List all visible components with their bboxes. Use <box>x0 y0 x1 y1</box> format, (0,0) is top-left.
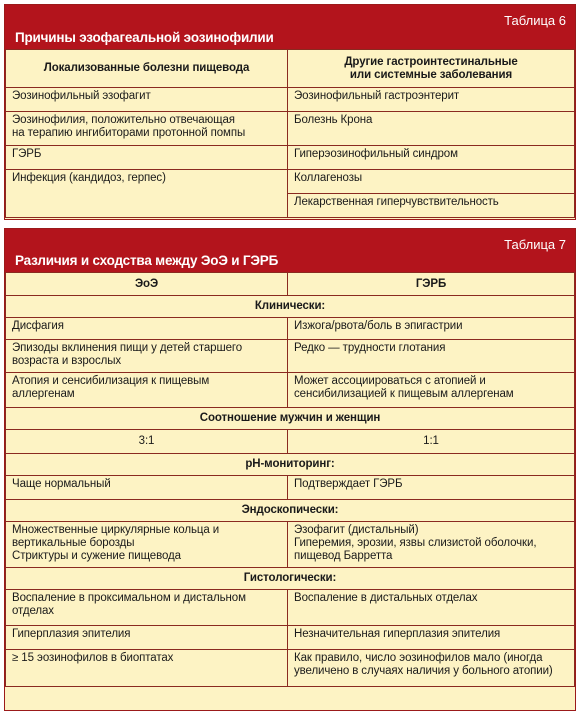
section-clinical: Клинически: <box>6 296 575 318</box>
table-7-col-1-header: ЭоЭ <box>6 273 288 296</box>
table-row: Эозинофилия, положительно отвечающая на терапию ингибиторами протонной помпы Болезнь Крона <box>6 112 575 146</box>
table-6-col-2-header: Другие гастроинтестинальные или системные заболевания <box>288 50 575 88</box>
table-row: ГЭРБ Гиперэозинофильный синдром <box>6 146 575 170</box>
section-ph: pH-мониторинг: <box>6 454 575 476</box>
table-7-header <box>5 229 575 272</box>
table-7 <box>4 228 576 711</box>
table-row: 3:1 1:1 <box>6 430 575 454</box>
table-row: Атопия и сенсибилизация к пищевым аллергенам Может ассоциироваться с атопией и сенсибилизацией к пищевым аллергенам <box>6 373 575 408</box>
table-row: Эозинофильный эзофагит Эозинофильный гастроэнтерит <box>6 88 575 112</box>
table-6 <box>4 4 576 220</box>
section-histo: Гистологически: <box>6 568 575 590</box>
table-6-header <box>5 5 575 49</box>
table-6-col-1-header: Локализованные болезни пищевода <box>6 50 288 88</box>
table-7-number: Таблица 7 <box>504 237 566 252</box>
table-row: Дисфагия Изжога/рвота/боль в эпигастрии <box>6 318 575 340</box>
table-6-number: Таблица 6 <box>504 13 566 28</box>
table-row: ≥ 15 эозинофилов в биоптатах Как правило, число эозинофилов мало (иногда увеличено в случаях наличия у больного атопии) <box>6 650 575 687</box>
table-6-title: Причины эзофагеальной эозинофилии <box>15 30 274 45</box>
table-row: Воспаление в проксимальном и дистальном отделах Воспаление в дистальных отделах <box>6 590 575 626</box>
table-7-grid <box>5 272 575 687</box>
table-7-title: Различия и сходства между ЭоЭ и ГЭРБ <box>15 253 279 268</box>
section-ratio: Соотношение мужчин и женщин <box>6 408 575 430</box>
table-row: Инфекция (кандидоз, герпес) Коллагенозы <box>6 170 575 194</box>
table-7-col-2-header: ГЭРБ <box>288 273 575 296</box>
section-endo: Эндоскопически: <box>6 500 575 522</box>
table-row: Гиперплазия эпителия Незначительная гиперплазия эпителия <box>6 626 575 650</box>
table-row: Множественные циркулярные кольца и вертикальные борозды Стриктуры и сужение пищевода Эзофагит (дистальный) Гиперемия, эрозии, язвы слизистой оболочки, пищевод Барретта <box>6 522 575 568</box>
table-row: Лекарственная гиперчувствительность <box>6 194 575 218</box>
table-row: Чаще нормальный Подтверждает ГЭРБ <box>6 476 575 500</box>
table-row: Эпизоды вклинения пищи у детей старшего возраста и взрослых Редко — трудности глотания <box>6 340 575 373</box>
table-6-grid <box>5 49 575 218</box>
